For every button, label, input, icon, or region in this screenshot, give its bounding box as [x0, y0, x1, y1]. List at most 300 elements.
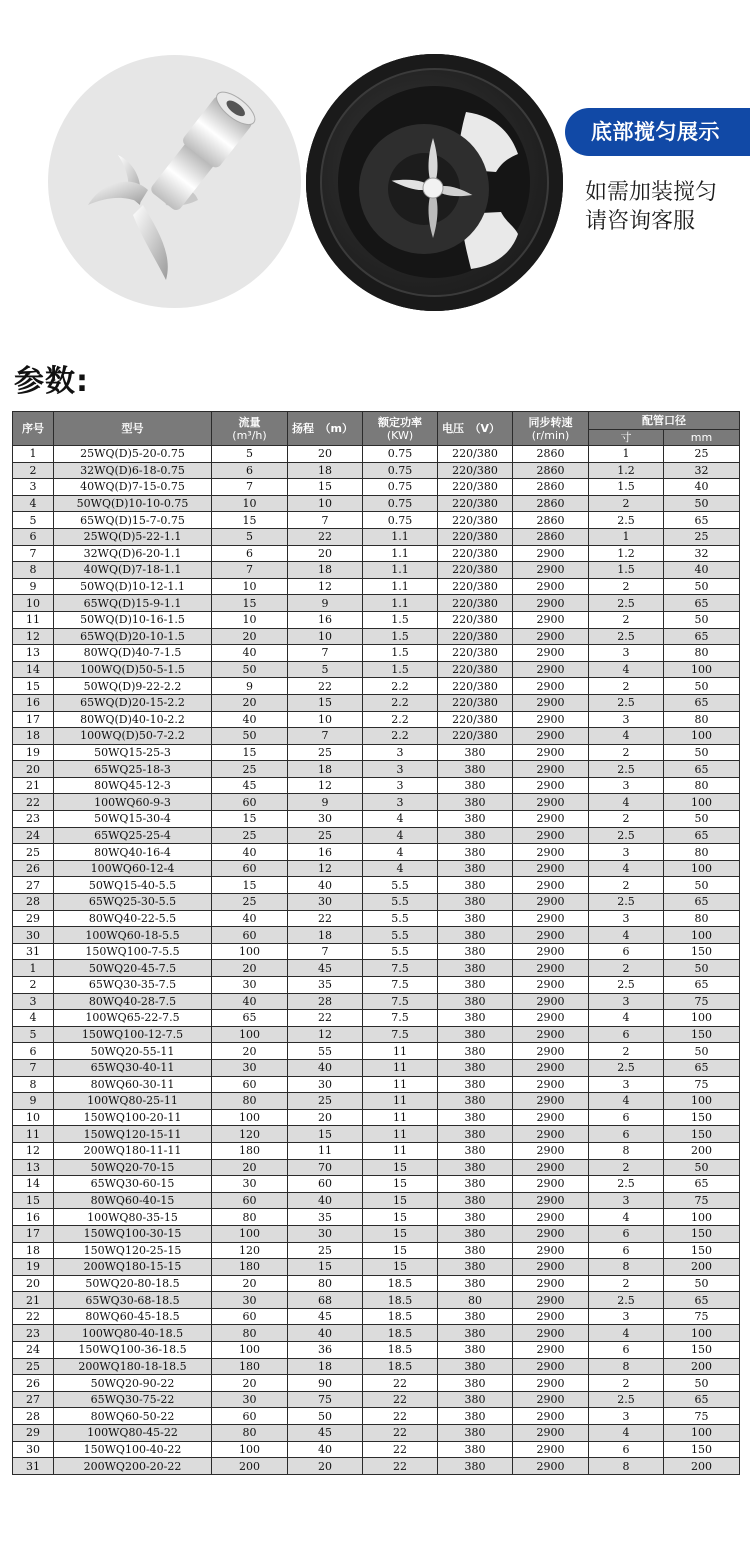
cell-power: 0.75	[363, 512, 438, 529]
table-row	[13, 1375, 740, 1392]
cell-pipe-inch: 1	[589, 446, 664, 463]
cell-model: 65WQ30-60-15	[54, 1176, 212, 1193]
cell-pipe-inch: 3	[589, 993, 664, 1010]
cell-model: 80WQ(D)40-10-2.2	[54, 711, 212, 728]
cell-head: 9	[288, 794, 363, 811]
header-power-unit: (KW)	[386, 428, 414, 442]
cell-pipe-inch: 8	[589, 1259, 664, 1276]
cell-head: 22	[288, 910, 363, 927]
cell-model: 65WQ30-35-7.5	[54, 977, 212, 994]
cell-power: 22	[363, 1375, 438, 1392]
cell-index: 31	[13, 943, 54, 960]
cell-index: 9	[13, 1093, 54, 1110]
cell-power: 7.5	[363, 993, 438, 1010]
cell-voltage: 380	[438, 761, 513, 778]
cell-flow: 30	[212, 977, 288, 994]
cell-pipe-mm: 65	[664, 1292, 740, 1309]
cell-index: 15	[13, 678, 54, 695]
cell-index: 17	[13, 1225, 54, 1242]
cell-speed: 2900	[513, 960, 589, 977]
table-row	[13, 711, 740, 728]
contact-service-note	[585, 178, 750, 236]
cell-index: 23	[13, 811, 54, 828]
cell-power: 7.5	[363, 960, 438, 977]
cell-pipe-mm: 50	[664, 1275, 740, 1292]
cell-flow: 20	[212, 960, 288, 977]
cell-index: 18	[13, 1242, 54, 1259]
cell-pipe-inch: 2	[589, 1043, 664, 1060]
table-row	[13, 578, 740, 595]
cell-index: 1	[13, 960, 54, 977]
cell-voltage: 220/380	[438, 628, 513, 645]
impeller-icon	[48, 55, 301, 308]
table-row	[13, 1209, 740, 1226]
cell-pipe-inch: 4	[589, 1209, 664, 1226]
cell-index: 6	[13, 1043, 54, 1060]
cell-power: 1.5	[363, 661, 438, 678]
cell-power: 22	[363, 1441, 438, 1458]
cell-pipe-mm: 65	[664, 694, 740, 711]
cell-index: 22	[13, 1308, 54, 1325]
cell-pipe-mm: 50	[664, 1375, 740, 1392]
cell-model: 150WQ100-7-5.5	[54, 943, 212, 960]
cell-model: 80WQ(D)40-7-1.5	[54, 645, 212, 662]
cell-model: 200WQ180-15-15	[54, 1259, 212, 1276]
cell-model: 65WQ(D)20-10-1.5	[54, 628, 212, 645]
cell-power: 18.5	[363, 1342, 438, 1359]
header-flow	[212, 412, 288, 446]
cell-power: 7.5	[363, 1010, 438, 1027]
table-row	[13, 877, 740, 894]
cell-flow: 40	[212, 993, 288, 1010]
cell-flow: 15	[212, 595, 288, 612]
cell-pipe-mm: 50	[664, 495, 740, 512]
cell-head: 10	[288, 711, 363, 728]
cell-pipe-mm: 75	[664, 1408, 740, 1425]
cell-speed: 2900	[513, 1209, 589, 1226]
cell-model: 150WQ100-36-18.5	[54, 1342, 212, 1359]
cell-voltage: 380	[438, 927, 513, 944]
cell-model: 50WQ20-80-18.5	[54, 1275, 212, 1292]
cell-speed: 2900	[513, 1043, 589, 1060]
cell-speed: 2900	[513, 993, 589, 1010]
cell-voltage: 380	[438, 844, 513, 861]
table-row	[13, 1308, 740, 1325]
cell-index: 5	[13, 1026, 54, 1043]
table-row	[13, 1093, 740, 1110]
cell-pipe-mm: 65	[664, 894, 740, 911]
cell-head: 15	[288, 1126, 363, 1143]
cell-model: 150WQ120-25-15	[54, 1242, 212, 1259]
cell-pipe-inch: 1.2	[589, 545, 664, 562]
cell-head: 16	[288, 844, 363, 861]
cell-flow: 20	[212, 1159, 288, 1176]
table-row	[13, 1408, 740, 1425]
cell-power: 1.1	[363, 595, 438, 612]
cell-speed: 2900	[513, 562, 589, 579]
cell-head: 12	[288, 777, 363, 794]
cell-voltage: 380	[438, 860, 513, 877]
cell-flow: 100	[212, 943, 288, 960]
cell-pipe-mm: 50	[664, 1159, 740, 1176]
cell-voltage: 380	[438, 1275, 513, 1292]
cell-voltage: 380	[438, 744, 513, 761]
cell-speed: 2900	[513, 744, 589, 761]
cell-flow: 40	[212, 711, 288, 728]
cell-pipe-mm: 80	[664, 844, 740, 861]
header-model: 型号	[54, 412, 212, 446]
cell-speed: 2900	[513, 1093, 589, 1110]
cell-model: 50WQ20-90-22	[54, 1375, 212, 1392]
cell-index: 16	[13, 1209, 54, 1226]
cell-flow: 100	[212, 1026, 288, 1043]
cell-speed: 2900	[513, 827, 589, 844]
cell-power: 1.1	[363, 562, 438, 579]
cell-head: 25	[288, 827, 363, 844]
cell-pipe-mm: 50	[664, 578, 740, 595]
cell-power: 0.75	[363, 479, 438, 496]
cell-pipe-mm: 75	[664, 993, 740, 1010]
cell-model: 100WQ60-12-4	[54, 860, 212, 877]
cell-flow: 10	[212, 495, 288, 512]
cell-index: 31	[13, 1458, 54, 1475]
table-row	[13, 993, 740, 1010]
table-row	[13, 694, 740, 711]
cell-pipe-mm: 65	[664, 1176, 740, 1193]
cell-model: 65WQ(D)15-9-1.1	[54, 595, 212, 612]
cell-model: 100WQ80-40-18.5	[54, 1325, 212, 1342]
cell-speed: 2900	[513, 977, 589, 994]
table-row	[13, 910, 740, 927]
cell-voltage: 380	[438, 1159, 513, 1176]
cell-pipe-inch: 2	[589, 877, 664, 894]
cell-pipe-mm: 80	[664, 777, 740, 794]
cell-model: 200WQ180-11-11	[54, 1142, 212, 1159]
cell-flow: 20	[212, 1375, 288, 1392]
cell-index: 27	[13, 877, 54, 894]
cell-voltage: 380	[438, 1076, 513, 1093]
table-header-row	[13, 412, 740, 430]
cell-flow: 25	[212, 761, 288, 778]
cell-voltage: 220/380	[438, 528, 513, 545]
cell-model: 150WQ100-40-22	[54, 1441, 212, 1458]
table-row	[13, 446, 740, 463]
cell-head: 68	[288, 1292, 363, 1309]
cell-voltage: 220/380	[438, 678, 513, 695]
cell-index: 8	[13, 1076, 54, 1093]
cell-head: 25	[288, 1242, 363, 1259]
table-row	[13, 1458, 740, 1475]
cell-pipe-inch: 2.5	[589, 1176, 664, 1193]
cell-speed: 2900	[513, 777, 589, 794]
table-row	[13, 811, 740, 828]
cell-index: 16	[13, 694, 54, 711]
cell-model: 50WQ(D)10-10-0.75	[54, 495, 212, 512]
cell-flow: 65	[212, 1010, 288, 1027]
cell-model: 150WQ100-20-11	[54, 1109, 212, 1126]
cell-model: 50WQ15-40-5.5	[54, 877, 212, 894]
cell-speed: 2900	[513, 578, 589, 595]
cell-pipe-mm: 100	[664, 1010, 740, 1027]
cell-index: 4	[13, 495, 54, 512]
cell-flow: 20	[212, 628, 288, 645]
cell-speed: 2900	[513, 1358, 589, 1375]
cell-power: 18.5	[363, 1292, 438, 1309]
cell-model: 40WQ(D)7-18-1.1	[54, 562, 212, 579]
cell-index: 3	[13, 479, 54, 496]
cell-power: 5.5	[363, 910, 438, 927]
table-row	[13, 1059, 740, 1076]
cell-pipe-mm: 40	[664, 562, 740, 579]
cell-model: 100WQ60-9-3	[54, 794, 212, 811]
cell-speed: 2900	[513, 1142, 589, 1159]
cell-voltage: 380	[438, 877, 513, 894]
cell-voltage: 380	[438, 1142, 513, 1159]
cell-head: 22	[288, 528, 363, 545]
cell-flow: 60	[212, 1408, 288, 1425]
cell-pipe-mm: 100	[664, 661, 740, 678]
cell-head: 50	[288, 1408, 363, 1425]
cell-pipe-inch: 6	[589, 943, 664, 960]
cell-pipe-mm: 75	[664, 1308, 740, 1325]
table-row	[13, 960, 740, 977]
cell-index: 20	[13, 761, 54, 778]
cell-head: 22	[288, 1010, 363, 1027]
cell-index: 29	[13, 910, 54, 927]
table-row	[13, 1292, 740, 1309]
cell-pipe-inch: 3	[589, 1192, 664, 1209]
cell-model: 65WQ25-30-5.5	[54, 894, 212, 911]
cell-model: 100WQ60-18-5.5	[54, 927, 212, 944]
cell-pipe-mm: 50	[664, 744, 740, 761]
cell-flow: 120	[212, 1242, 288, 1259]
table-row	[13, 1325, 740, 1342]
cell-index: 22	[13, 794, 54, 811]
cell-model: 25WQ(D)5-22-1.1	[54, 528, 212, 545]
cell-voltage: 380	[438, 993, 513, 1010]
cell-power: 18.5	[363, 1275, 438, 1292]
table-row	[13, 1142, 740, 1159]
cell-head: 25	[288, 1093, 363, 1110]
cell-flow: 100	[212, 1225, 288, 1242]
cell-flow: 7	[212, 562, 288, 579]
cell-index: 12	[13, 1142, 54, 1159]
cell-speed: 2900	[513, 1109, 589, 1126]
cell-voltage: 380	[438, 1391, 513, 1408]
cell-head: 30	[288, 1225, 363, 1242]
cell-power: 1.5	[363, 628, 438, 645]
cell-pipe-inch: 2.5	[589, 694, 664, 711]
cell-head: 11	[288, 1142, 363, 1159]
cell-power: 5.5	[363, 943, 438, 960]
cell-speed: 2900	[513, 1425, 589, 1442]
cell-model: 200WQ180-18-18.5	[54, 1358, 212, 1375]
cell-power: 3	[363, 777, 438, 794]
cell-speed: 2900	[513, 661, 589, 678]
cell-pipe-inch: 6	[589, 1242, 664, 1259]
header-speed	[513, 412, 589, 446]
cell-model: 80WQ60-40-15	[54, 1192, 212, 1209]
cell-voltage: 380	[438, 894, 513, 911]
cell-power: 11	[363, 1043, 438, 1060]
cell-voltage: 380	[438, 1259, 513, 1276]
cell-pipe-mm: 40	[664, 479, 740, 496]
cell-pipe-mm: 65	[664, 628, 740, 645]
cell-power: 22	[363, 1408, 438, 1425]
cell-power: 22	[363, 1391, 438, 1408]
cell-model: 50WQ15-25-3	[54, 744, 212, 761]
cell-pipe-mm: 100	[664, 1425, 740, 1442]
cell-speed: 2900	[513, 1375, 589, 1392]
header-pipe-mm: mm	[664, 430, 740, 446]
cell-pipe-inch: 6	[589, 1225, 664, 1242]
cell-index: 4	[13, 1010, 54, 1027]
cell-voltage: 380	[438, 827, 513, 844]
header-pipe-inch: 寸	[589, 430, 664, 446]
cell-head: 16	[288, 611, 363, 628]
cell-voltage: 220/380	[438, 495, 513, 512]
cell-power: 0.75	[363, 462, 438, 479]
cell-power: 2.2	[363, 678, 438, 695]
cell-pipe-inch: 8	[589, 1142, 664, 1159]
cell-voltage: 380	[438, 943, 513, 960]
cell-flow: 15	[212, 877, 288, 894]
table-row	[13, 860, 740, 877]
cell-power: 5.5	[363, 894, 438, 911]
cell-head: 7	[288, 645, 363, 662]
cell-head: 20	[288, 1458, 363, 1475]
cell-index: 25	[13, 1358, 54, 1375]
cell-head: 15	[288, 694, 363, 711]
cell-flow: 10	[212, 578, 288, 595]
pump-spec-table	[12, 411, 740, 1475]
table-body	[13, 446, 740, 1475]
cell-speed: 2900	[513, 611, 589, 628]
cell-model: 100WQ80-45-22	[54, 1425, 212, 1442]
cell-speed: 2900	[513, 877, 589, 894]
cell-head: 60	[288, 1176, 363, 1193]
cell-flow: 200	[212, 1458, 288, 1475]
cell-index: 5	[13, 512, 54, 529]
cell-speed: 2900	[513, 645, 589, 662]
table-row	[13, 562, 740, 579]
cell-model: 100WQ80-35-15	[54, 1209, 212, 1226]
cell-power: 15	[363, 1242, 438, 1259]
cell-head: 22	[288, 678, 363, 695]
cell-speed: 2900	[513, 628, 589, 645]
cell-pipe-mm: 100	[664, 794, 740, 811]
cell-flow: 15	[212, 744, 288, 761]
cell-speed: 2900	[513, 678, 589, 695]
cell-flow: 30	[212, 1176, 288, 1193]
cell-index: 21	[13, 1292, 54, 1309]
cell-voltage: 220/380	[438, 479, 513, 496]
cell-voltage: 380	[438, 1209, 513, 1226]
cell-index: 30	[13, 1441, 54, 1458]
cell-power: 15	[363, 1176, 438, 1193]
cell-speed: 2900	[513, 794, 589, 811]
cell-power: 1.1	[363, 545, 438, 562]
cell-voltage: 380	[438, 1109, 513, 1126]
agitator-impeller-image	[48, 55, 301, 308]
table-row	[13, 943, 740, 960]
cell-pipe-inch: 4	[589, 1010, 664, 1027]
cell-speed: 2900	[513, 1076, 589, 1093]
cell-model: 32WQ(D)6-18-0.75	[54, 462, 212, 479]
cell-pipe-inch: 3	[589, 1076, 664, 1093]
cell-head: 35	[288, 1209, 363, 1226]
cell-pipe-inch: 4	[589, 1093, 664, 1110]
table-row	[13, 678, 740, 695]
cell-index: 10	[13, 595, 54, 612]
cell-power: 4	[363, 860, 438, 877]
cell-voltage: 380	[438, 1358, 513, 1375]
cell-model: 80WQ40-16-4	[54, 844, 212, 861]
cell-voltage: 220/380	[438, 645, 513, 662]
cell-index: 24	[13, 827, 54, 844]
cell-pipe-mm: 50	[664, 678, 740, 695]
cell-flow: 30	[212, 1292, 288, 1309]
cell-power: 22	[363, 1425, 438, 1442]
cell-head: 20	[288, 545, 363, 562]
cell-index: 10	[13, 1109, 54, 1126]
cell-pipe-mm: 150	[664, 1441, 740, 1458]
cell-voltage: 380	[438, 977, 513, 994]
cell-speed: 2900	[513, 1192, 589, 1209]
cell-model: 150WQ100-30-15	[54, 1225, 212, 1242]
cell-pipe-mm: 100	[664, 860, 740, 877]
header-voltage: 电压 （V）	[438, 412, 513, 446]
cell-head: 75	[288, 1391, 363, 1408]
cell-power: 7.5	[363, 977, 438, 994]
cell-pipe-inch: 3	[589, 645, 664, 662]
cell-index: 6	[13, 528, 54, 545]
cell-flow: 60	[212, 1076, 288, 1093]
cell-pipe-inch: 6	[589, 1026, 664, 1043]
cell-flow: 60	[212, 860, 288, 877]
cell-pipe-mm: 65	[664, 827, 740, 844]
cell-power: 5.5	[363, 877, 438, 894]
header-pipe: 配管口径	[589, 412, 740, 430]
cell-flow: 15	[212, 512, 288, 529]
cell-voltage: 380	[438, 1441, 513, 1458]
cell-power: 3	[363, 794, 438, 811]
cell-power: 4	[363, 811, 438, 828]
cell-head: 18	[288, 761, 363, 778]
cell-index: 2	[13, 462, 54, 479]
cell-pipe-mm: 65	[664, 1059, 740, 1076]
table-row	[13, 894, 740, 911]
cell-head: 5	[288, 661, 363, 678]
cell-pipe-inch: 2.5	[589, 1391, 664, 1408]
header-index: 序号	[13, 412, 54, 446]
cell-index: 28	[13, 1408, 54, 1425]
cell-power: 11	[363, 1109, 438, 1126]
header-speed-unit: (r/min)	[531, 428, 570, 442]
table-row	[13, 844, 740, 861]
cell-voltage: 380	[438, 1308, 513, 1325]
cell-speed: 2900	[513, 1275, 589, 1292]
cell-head: 20	[288, 1109, 363, 1126]
cell-head: 15	[288, 479, 363, 496]
cell-power: 2.2	[363, 711, 438, 728]
cell-power: 18.5	[363, 1325, 438, 1342]
table-row	[13, 744, 740, 761]
table-row	[13, 1275, 740, 1292]
cell-voltage: 380	[438, 1093, 513, 1110]
cell-flow: 80	[212, 1209, 288, 1226]
cell-pipe-inch: 1.5	[589, 562, 664, 579]
